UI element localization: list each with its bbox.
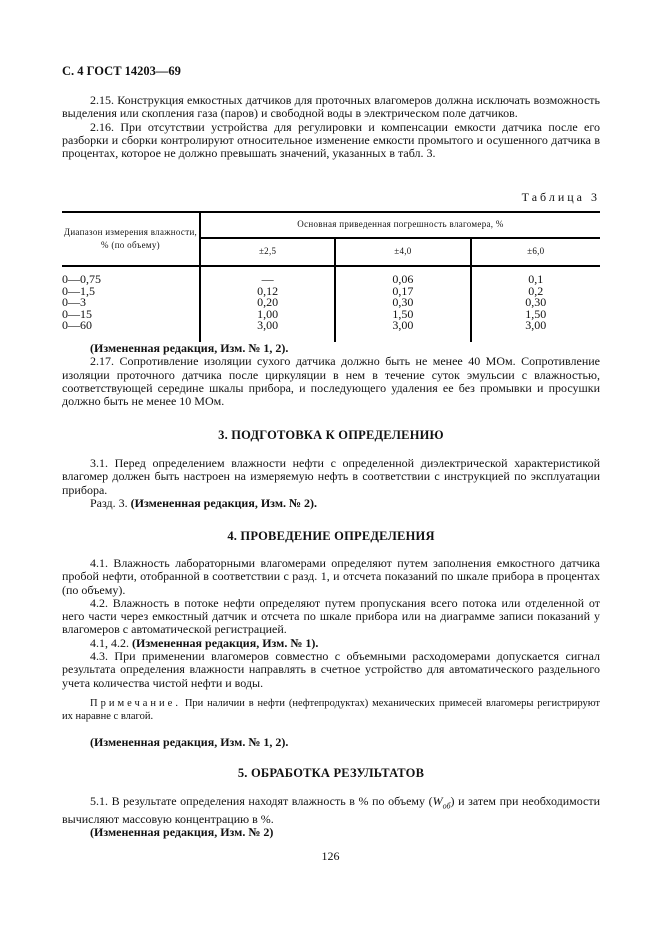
cell: 1,00: [257, 306, 279, 321]
cell: 0—1,5: [62, 283, 95, 298]
cell: 0,30: [392, 295, 414, 310]
section-4-body: [62, 557, 600, 690]
table-body: [62, 266, 600, 342]
amendment-note: (Измененная редакция, Изм. № 2).: [130, 495, 318, 510]
amendment-line: [62, 497, 600, 510]
cell: 3,00: [257, 318, 279, 333]
paragraph: 4.2. Влажность в потоке нефти определяют путем пропускания всего потока или отделенной от него части через емкостный датчик и отсчета по шкале прибора или на диаграмме записи показаний у влагомеров с автоматической регистрацией.: [62, 595, 600, 637]
cell: 0,06: [392, 272, 414, 286]
section-4-heading: 4. ПРОВЕДЕНИЕ ОПРЕДЕЛЕНИЯ: [227, 529, 435, 543]
section-5-body: [62, 795, 600, 839]
amendment-note: (Измененная редакция, Изм. № 1, 2).: [90, 341, 289, 355]
col-header: ±2,5: [200, 238, 335, 266]
cell: 3,00: [392, 318, 414, 333]
text: 5.1. В результате определения находят влажность в % по объему (: [90, 794, 433, 808]
subscript: об: [442, 801, 451, 811]
note-amendment-block: [62, 736, 600, 749]
paragraph: 2.16. При отсутствии устройства для регулировки и компенсации емкости датчика после его разборки и сборки контролируют относительное изменение емкости промытого и осушенного датчика в процентах, которое не должно превышать значений, указанных в табл. 3.: [62, 119, 600, 161]
paragraph: 4.1. Влажность лабораторными влагомерами определяют путем заполнения емкостного датчика пробой нефти, отобранной в соответствии с разд. 1, и отсчета показаний по шкале прибора в процентах (по объему).: [62, 556, 600, 597]
cell: 0,17: [392, 283, 414, 298]
amendment-note: (Измененная редакция, Изм. № 1).: [132, 635, 319, 650]
cell: —: [261, 272, 274, 286]
range-cell: [62, 266, 200, 342]
note-label: Примечание.: [90, 698, 181, 709]
cell: 0—0,75: [62, 272, 101, 286]
cell: 1,50: [392, 306, 414, 321]
cell: 0,2: [528, 283, 544, 298]
cell: 0,30: [525, 295, 547, 310]
note-text: При наличии в нефти (нефтепродуктах) механических примесей влагомеры регистрируют их наравне с влагой.: [62, 698, 601, 722]
amendment-note: (Измененная редакция, Изм. № 2): [90, 824, 274, 839]
paragraph: 2.15. Конструкция емкостных датчиков для проточных влагомеров должна исключать возможность выделения или скопления газа (паров) и свободной воды в электрическом поле датчиков.: [62, 93, 600, 121]
page-header: С. 4 ГОСТ 14203—69: [62, 64, 181, 78]
col-2-5-cell: [200, 266, 335, 342]
col-header-range: Диапазон измерения влажности, % (по объему): [63, 226, 198, 250]
col-4-0-cell: [335, 266, 470, 342]
page-number: 126: [321, 849, 340, 863]
section-3-body: [62, 457, 600, 510]
note-paragraph: [62, 697, 600, 723]
amendment-note: (Измененная редакция, Изм. № 1, 2).: [90, 735, 289, 749]
section-5-heading: 5. ОБРАБОТКА РЕЗУЛЬТАТОВ: [237, 766, 425, 780]
col-header-group: Основная приведенная погрешность влагомера, %: [200, 212, 600, 238]
note: [62, 697, 600, 723]
variable-w: [432, 794, 451, 811]
table-caption: Таблица 3: [521, 190, 600, 204]
cell: 3,00: [525, 318, 547, 333]
col-header: ±4,0: [335, 238, 470, 266]
paragraph: 3.1. Перед определением влажности нефти с определенной диэлектрической характеристикой влагомер должен быть настроен на измеряемую нефть в соответствии с инструкцией по эксплуатации прибора.: [62, 456, 600, 497]
paragraph: 2.17. Сопротивление изоляции сухого датчика должно быть не менее 40 МОм. Сопротивление изоляции проточного датчика после циркуляции в нем в течение суток эмульсии с влажностью, соответствующей середине шкалы прибора, и последующего удаления ее без промывки и просушки должно быть не менее 10 МОм.: [62, 354, 600, 409]
text: ) и затем при необходимости вычисляют массовую концентрацию в %.: [62, 794, 601, 826]
clause-2-17: [62, 342, 600, 408]
cell: 0—3: [62, 295, 86, 310]
amendment-line: [62, 637, 600, 650]
var: W: [432, 794, 443, 808]
cell: 0—60: [62, 318, 92, 333]
table-3: [62, 211, 600, 342]
paragraph: [62, 795, 600, 826]
cell: 0,1: [528, 272, 544, 286]
amendment-prefix: Разд. 3.: [90, 495, 128, 510]
col-header: ±6,0: [471, 238, 600, 266]
cell: 1,50: [525, 306, 547, 321]
section-3-heading: 3. ПОДГОТОВКА К ОПРЕДЕЛЕНИЮ: [218, 428, 444, 442]
clause-2-15: [62, 94, 600, 160]
cell: 0,20: [257, 295, 279, 310]
paragraph: 4.3. При применении влагомеров совместно с объемными расходомерами допускается сигнал результата определения влажности направлять в счетное устройство для автоматического раздельного учета количества чистой нефти и воды.: [62, 649, 600, 690]
amendment-prefix: 4.1, 4.2.: [90, 635, 129, 650]
cell: 0,12: [257, 283, 279, 298]
cell: 0—15: [62, 306, 92, 321]
col-6-0-cell: [471, 266, 600, 342]
